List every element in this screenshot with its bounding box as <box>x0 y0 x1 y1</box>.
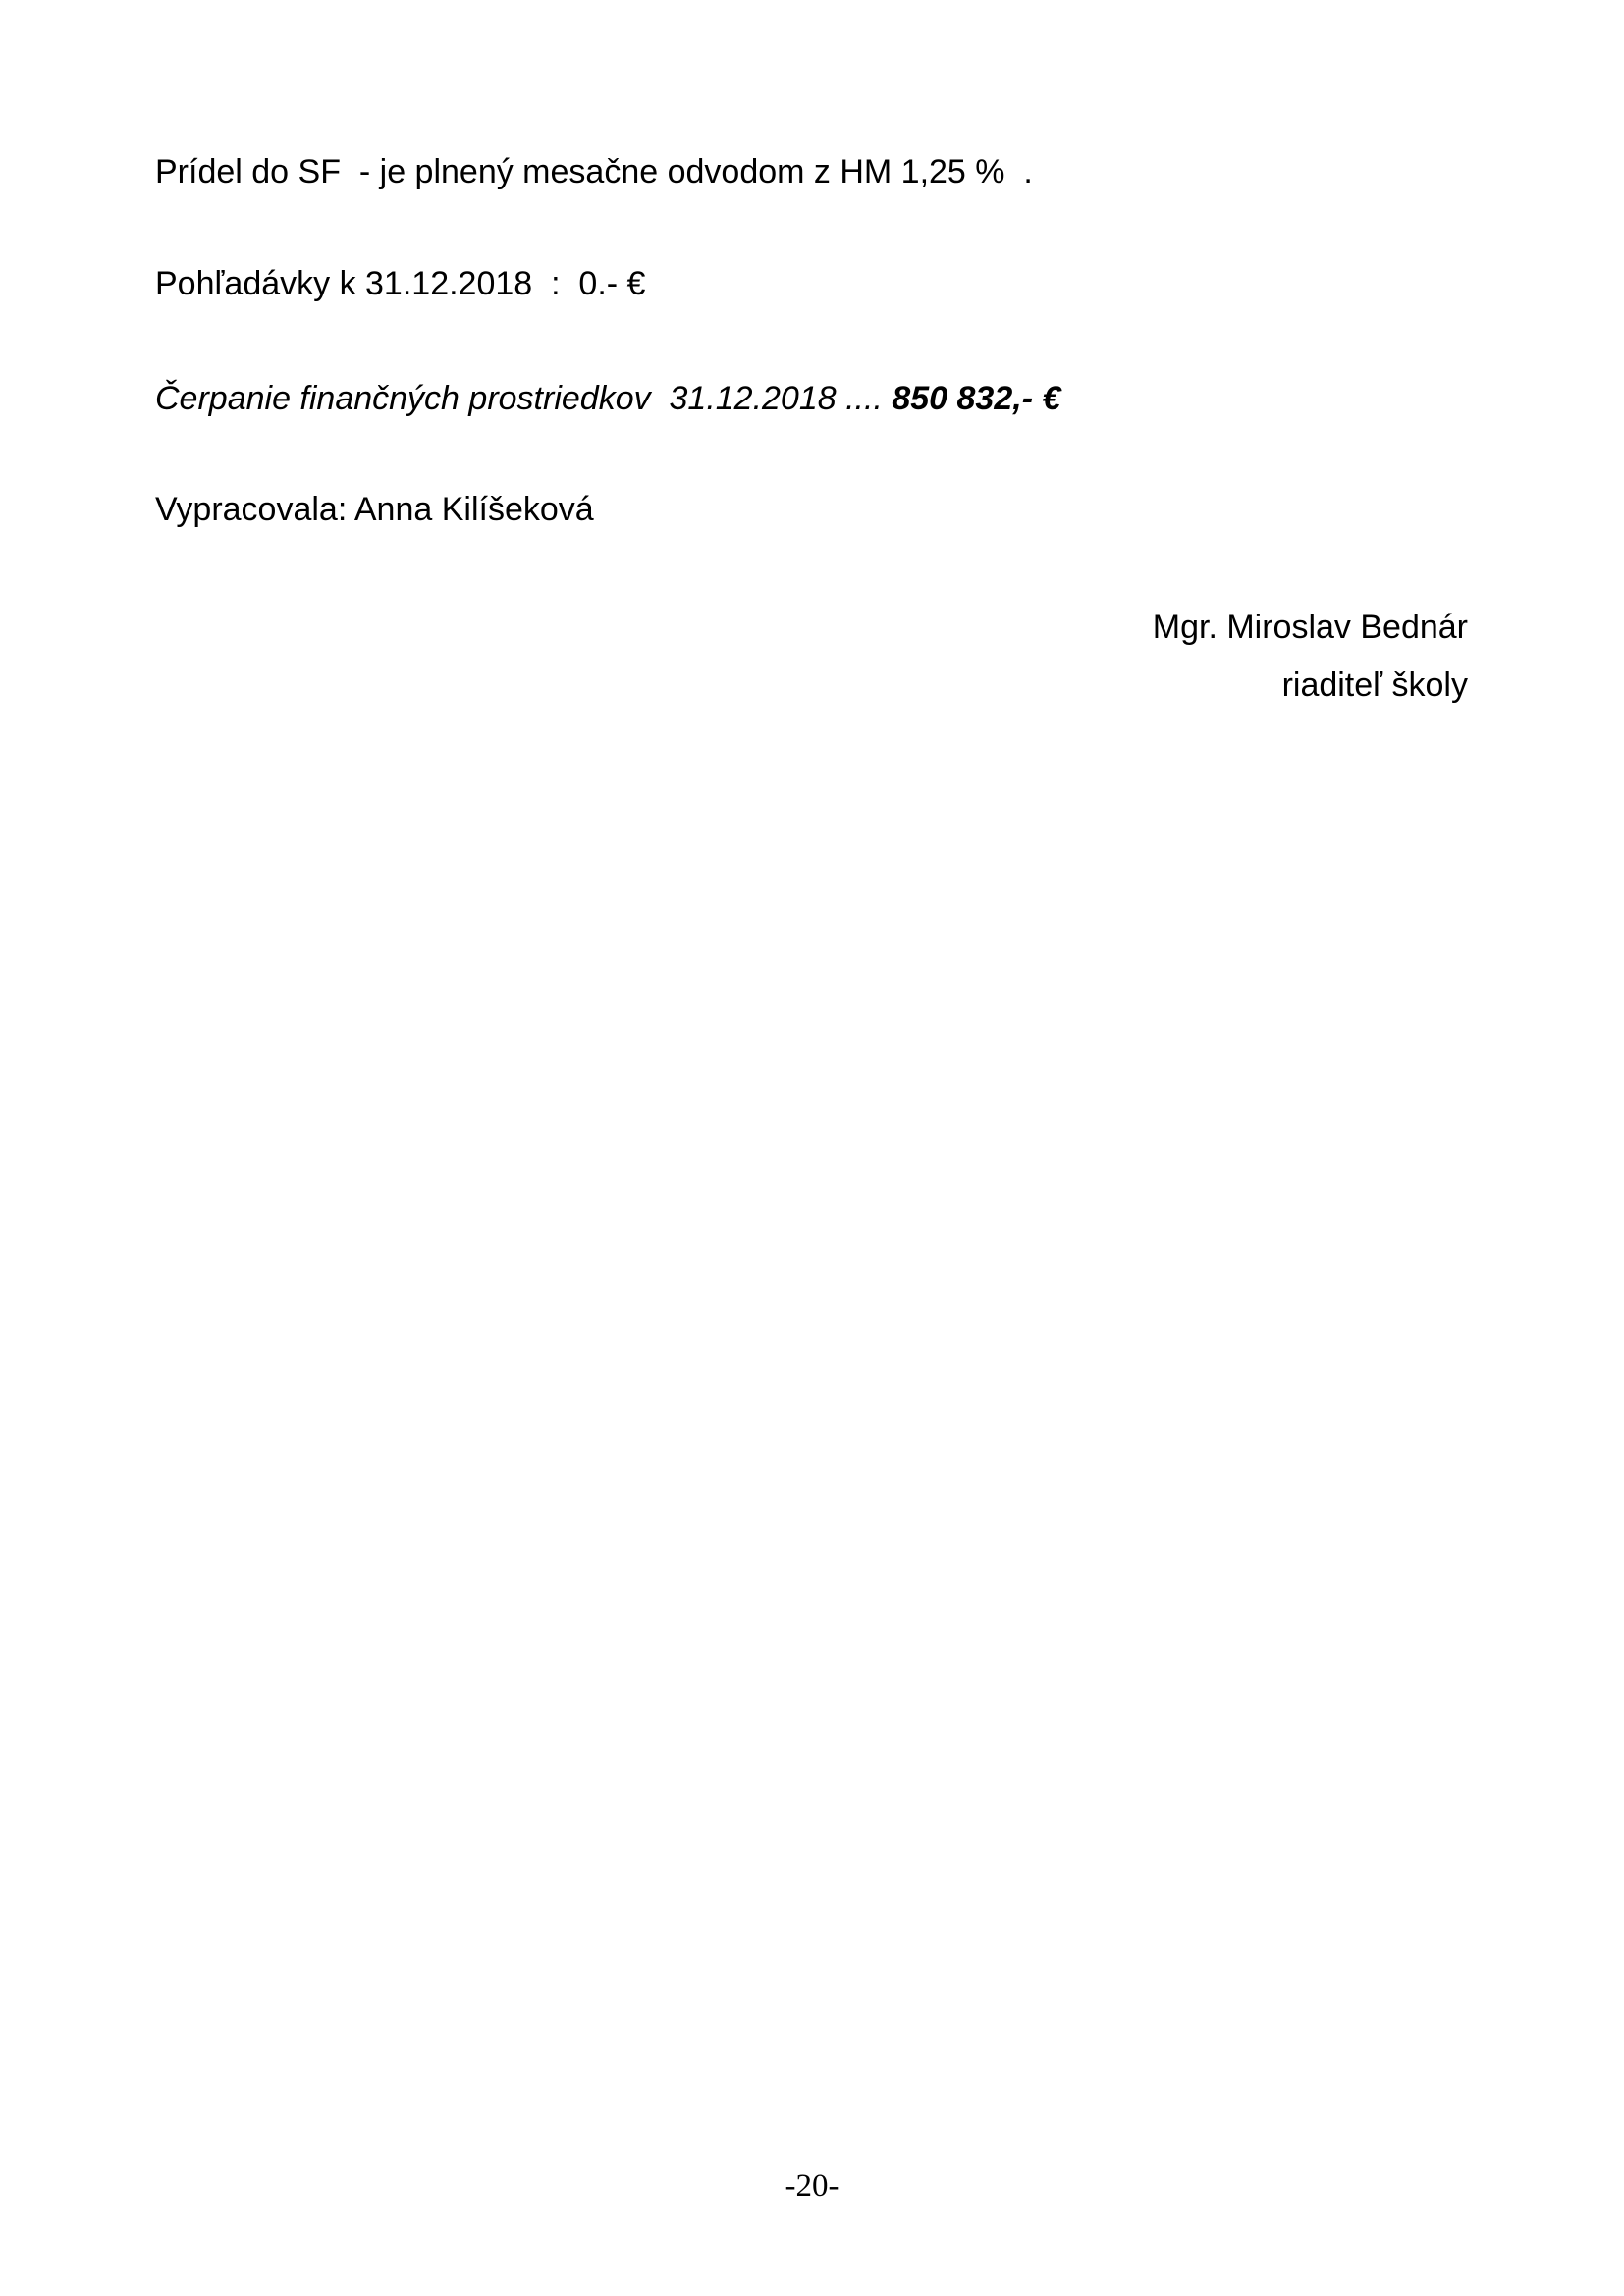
page-number: -20- <box>785 2168 839 2204</box>
signature-name: Mgr. Miroslav Bednár <box>1152 609 1468 646</box>
funds-drawdown-text: Čerpanie finančných prostriedkov 31.12.2018 .... <box>155 380 893 417</box>
prepared-by-line: Vypracovala: Anna Kilíšeková <box>155 491 594 528</box>
receivables-line: Pohľadávky k 31.12.2018 : 0.- € <box>155 265 646 302</box>
drawdown-amount: 850 832,- € <box>892 380 1061 417</box>
sf-allocation-line: Prídel do SF - je plnený mesačne odvodom z HM 1,25 % . <box>155 153 1033 190</box>
signature-title: riaditeľ školy <box>1281 667 1468 704</box>
funds-drawdown-line <box>155 382 1060 415</box>
